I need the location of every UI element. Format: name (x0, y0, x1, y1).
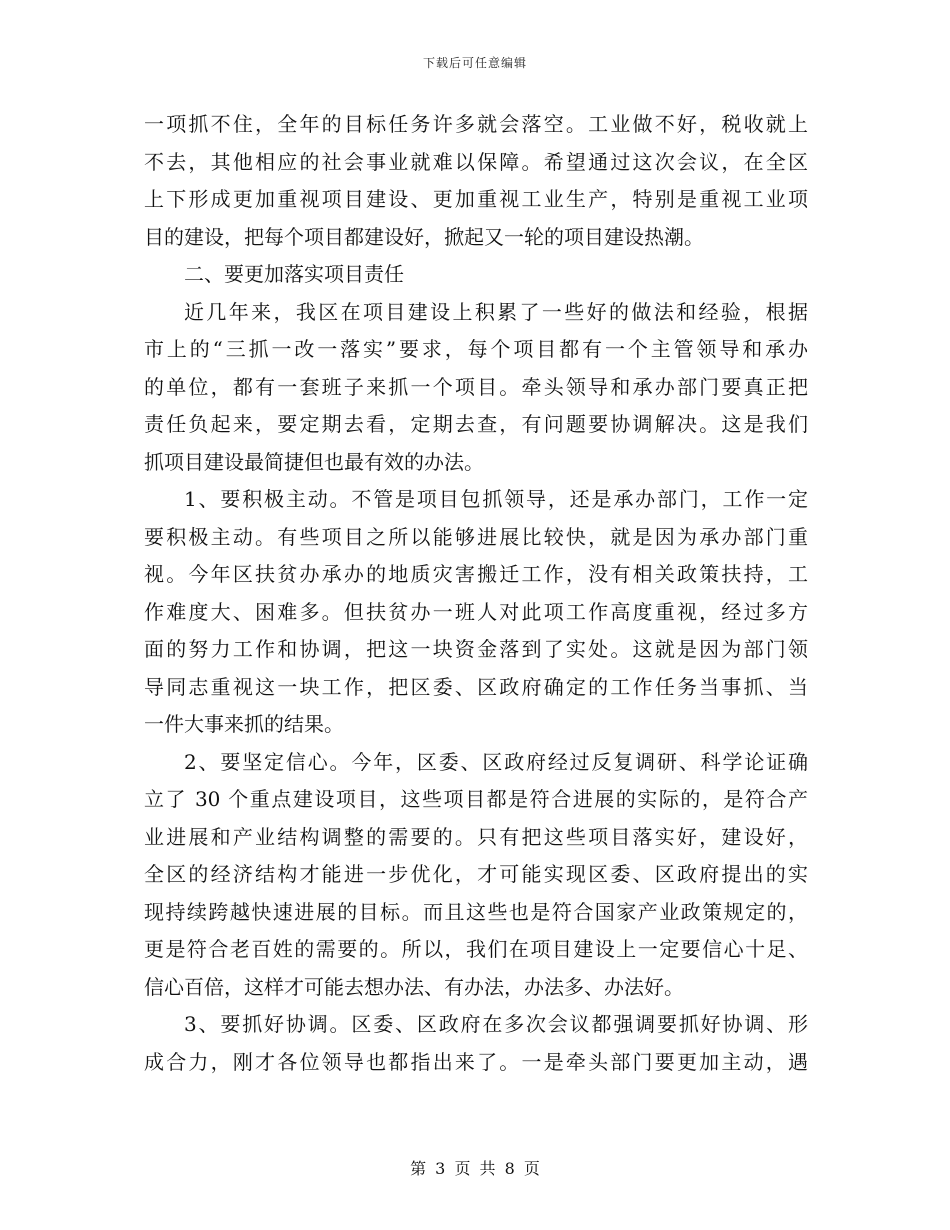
text-line: 更是符合老百姓的需要的。所以，我们在项目建设上一定要信心十足、 (144, 937, 808, 961)
text-line: 现持续跨越快速进展的目标。而且这些也是符合国家产业政策规定的， (144, 899, 808, 924)
page-number-footer: 第 3 页 共 8 页 (410, 1159, 540, 1178)
text-line: 上下形成更加重视项目建设、更加重视工业生产，特别是重视工业项 (144, 187, 808, 211)
text-line: 1、要积极主动。不管是项目包抓领导，还是承办部门，工作一定 (184, 487, 808, 511)
text-line: 面的努力工作和协调，把这一块资金落到了实处。这就是因为部门领 (144, 637, 808, 661)
text-line: 3、要抓好协调。区委、区政府在多次会议都强调要抓好协调、形 (184, 1012, 808, 1036)
document-body (144, 106, 808, 1081)
text-line: 一件大事来抓的结果。 (144, 712, 344, 736)
text-line: 视。今年区扶贫办承办的地质灾害搬迁工作，没有相关政策扶持，工 (144, 562, 808, 586)
section-heading: 二、要更加落实项目责任 (184, 262, 404, 286)
text-line: 信心百倍，这样才可能去想办法、有办法，办法多、办法好。 (144, 974, 684, 999)
text-line: 不去，其他相应的社会事业就难以保障。希望通过这次会议，在全区 (144, 149, 808, 174)
text-line: 的单位，都有一套班子来抓一个项目。牵头领导和承办部门要真正把 (144, 374, 808, 399)
text-line: 近几年来，我区在项目建设上积累了一些好的做法和经验，根据 (184, 299, 808, 324)
text-line: 要积极主动。有些项目之所以能够进展比较快，就是因为承办部门重 (144, 524, 808, 549)
text-line: 导同志重视这一块工作，把区委、区政府确定的工作任务当事抓、当 (144, 674, 808, 699)
text-line: 责任负起来，要定期去看，定期去查，有问题要协调解决。这是我们 (144, 412, 808, 436)
page-header: 下载后可任意编辑 (422, 56, 527, 70)
text-line: 立了 30 个重点建设项目，这些项目都是符合进展的实际的，是符合产 (144, 787, 808, 811)
text-line: 业进展和产业结构调整的需要的。只有把这些项目落实好，建设好， (144, 824, 808, 849)
text-line: 成合力，刚才各位领导也都指出来了。一是牵头部门要更加主动，遇 (144, 1049, 808, 1074)
text-line: 抓项目建设最简捷但也最有效的办法。 (144, 449, 484, 474)
text-line: 作难度大、困难多。但扶贫办一班人对此项工作高度重视，经过多方 (144, 599, 808, 624)
text-line: 全区的经济结构才能进一步优化，才可能实现区委、区政府提出的实 (144, 862, 808, 886)
text-line: 2、要坚定信心。今年，区委、区政府经过反复调研、科学论证确 (184, 749, 808, 774)
text-line: 一项抓不住，全年的目标任务许多就会落空。工业做不好，税收就上 (144, 112, 808, 136)
text-line: 目的建设，把每个项目都建设好，掀起又一轮的项目建设热潮。 (144, 224, 704, 249)
text-line: 市上的“三抓一改一落实”要求，每个项目都有一个主管领导和承办 (144, 337, 808, 361)
